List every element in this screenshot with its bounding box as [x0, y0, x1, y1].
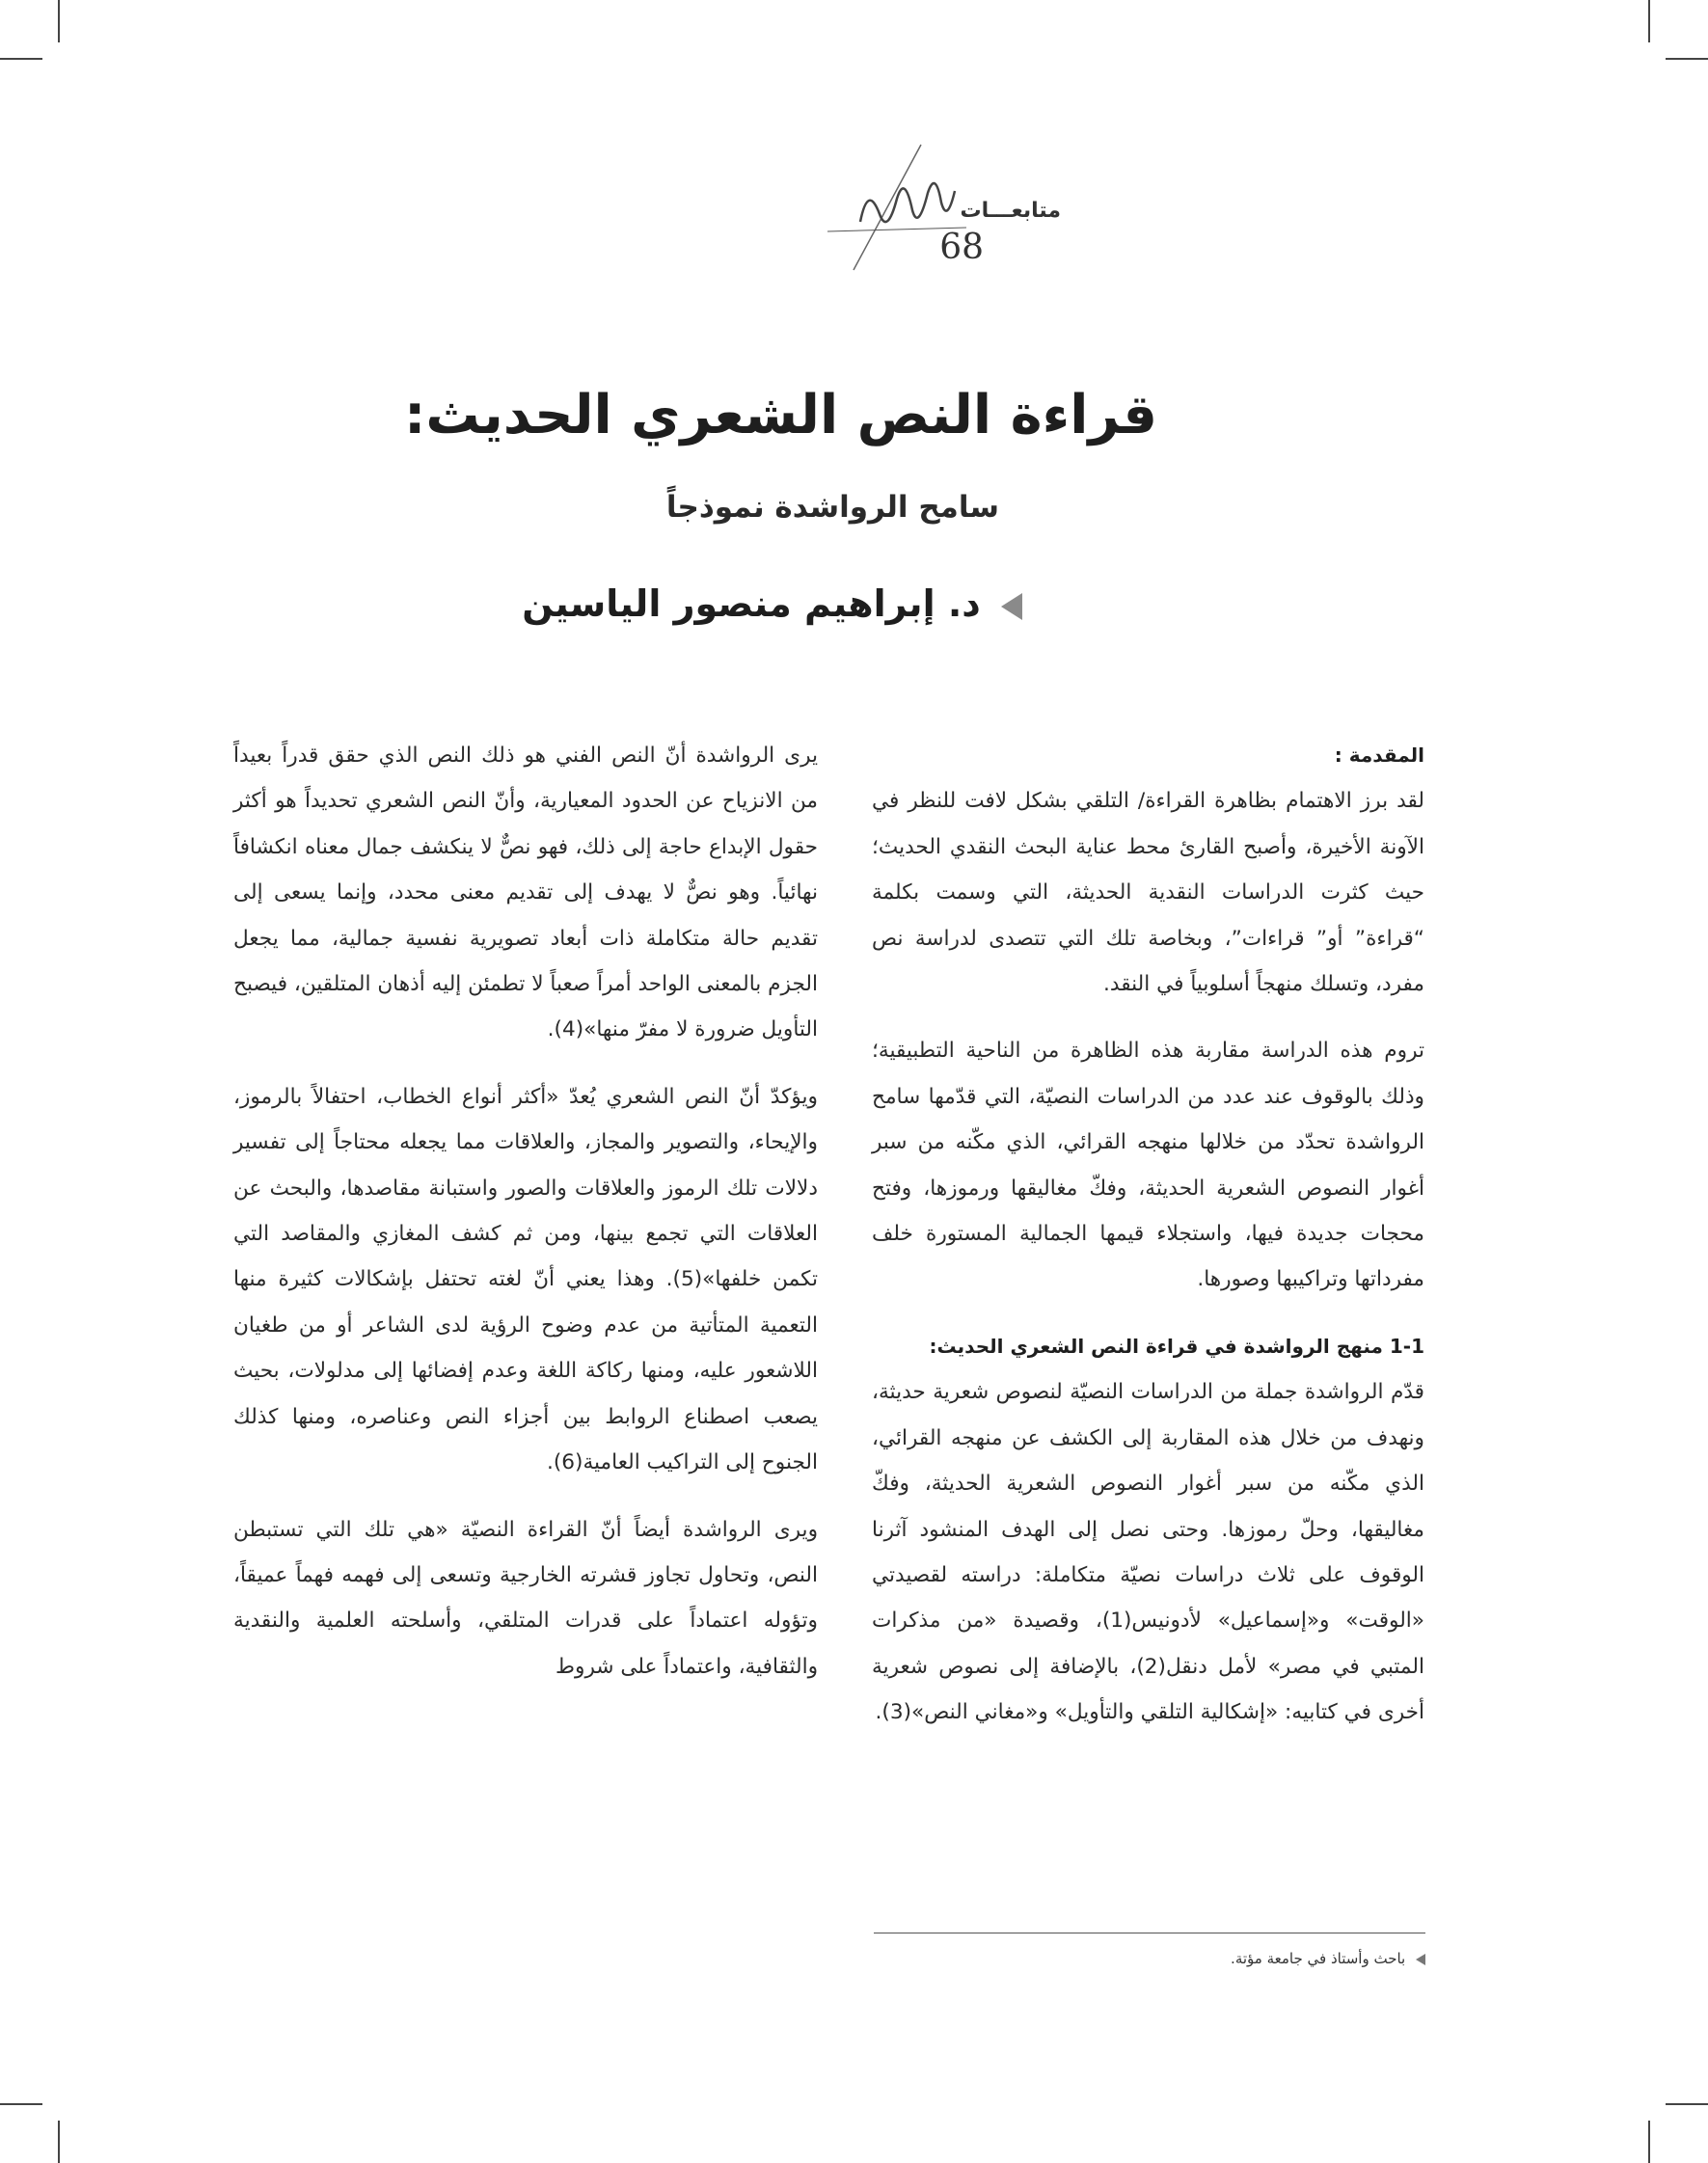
footnote [874, 1950, 1425, 1967]
crop-mark [58, 2121, 60, 2163]
section-label: متابعـــات [960, 199, 1061, 223]
article-title: قراءة النص الشعري الحديث: [404, 384, 1157, 446]
crop-mark [1648, 2121, 1650, 2163]
paragraph: تروم هذه الدراسة مقاربة هذه الظاهرة من الناحية التطبيقية؛ وذلك بالوقوف عند عدد من الدراسات النصيّة، التي قدّمها سامح الرواشدة تحدّد من خلالها منهجه القرائي، الذي مكّنه من سبر أغوار النصوص الشعرية الحديثة، وفكّ مغاليقها ورموزها، وفتح محجات جديدة فيها، واستجلاء قيمها الجمالية المستورة خلف مفرداتها وتراكيبها وصورها. [872, 1039, 1424, 1292]
author-name: د. إبراهيم منصور الياسين [522, 582, 981, 625]
paragraph: ويرى الرواشدة أيضاً أنّ القراءة النصيّة «هي تلك التي تستبطن النص، وتحاول تجاوز قشرته الخارجية وتسعى إلى فهمه فهماً عميقاً، وتؤوله اعتماداً على قدرات المتلقي، وأسلحته العلمية والنقدية والثقافية، واعتماداً على شروط [233, 1517, 818, 1679]
crop-mark [58, 0, 60, 42]
right-column [872, 733, 1424, 1736]
article-subtitle: سامح الرواشدة نموذجاً [665, 490, 999, 525]
paragraph: قدّم الرواشدة جملة من الدراسات النصيّة لنصوص شعرية حديثة، ونهدف من خلال هذه المقاربة إلى الكشف عن منهجه القرائي، الذي مكّنه من سبر أغوار النصوص الشعرية الحديثة، وفكّ مغاليقها، وحلّ رموزها. وحتى نصل إلى الهدف المنشود آثرنا الوقوف على ثلاث دراسات نصيّة متكاملة: دراسته لقصيدتي «الوقت» و«إسماعيل» لأدونيس(1)، وقصيدة «من مذكرات المتبي في مصر» لأمل دنقل(2)، بالإضافة إلى نصوص شعرية أخرى في كتابيه: «إشكالية التلقي والتأويل» و«مغاني النص»(3). [872, 1380, 1424, 1725]
crop-mark [1666, 58, 1708, 60]
crop-mark [0, 58, 42, 60]
author-line [289, 582, 1022, 625]
triangle-bullet-icon [1416, 1954, 1425, 1965]
crop-mark [1648, 0, 1650, 42]
footnote-text: باحث وأستاذ في جامعة مؤتة. [1231, 1950, 1406, 1967]
page-header [714, 135, 1061, 280]
left-column [233, 733, 818, 1690]
section-heading: 1-1 منهج الرواشدة في قراءة النص الشعري الحديث: [929, 1334, 1424, 1358]
paragraph: يرى الرواشدة أنّ النص الفني هو ذلك النص الذي حقق قدراً بعيداً من الانزياح عن الحدود المعيارية، وأنّ النص الشعري تحديداً هو أكثر حقول الإبداع حاجة إلى ذلك، فهو نصٌّ لا ينكشف جمال معناه انكشافاً نهائياً. وهو نصٌّ لا يهدف إلى تقديم معنى محدد، وإنما يسعى إلى تقديم حالة متكاملة ذات أبعاد تصويرية نفسية جمالية، مما يجعل الجزم بالمعنى الواحد أمراً صعباً لا تطمئن إليه أذهان المتلقين، فيصبح التأويل ضرورة لا مفرّ منها»(4). [233, 744, 818, 1042]
crop-mark [1666, 2103, 1708, 2105]
page-number: 68 [939, 228, 984, 267]
crop-mark [0, 2103, 42, 2105]
triangle-bullet-icon [1001, 593, 1022, 620]
paragraph: ويؤكدّ أنّ النص الشعري يُعدّ «أكثر أنواع الخطاب، احتفالاً بالرموز، والإيحاء، والتصوير والمجاز، والعلاقات مما يجعله محتاجاً إلى تفسير دلالات تلك الرموز والعلاقات والصور واستبانة مقاصدها، والبحث عن العلاقات التي تجمع بينها، ومن ثم كشف المغازي والمقاصد التي تكمن خلفها»(5). وهذا يعني أنّ لغته تحتفل بإشكالات كثيرة منها التعمية المتأتية من عدم وضوح الرؤية لدى الشاعر أو من طغيان اللاشعور عليه، ومنها ركاكة اللغة وعدم إفضائها إلى مدلولات، بحيث يصعب اصطناع الروابط بين أجزاء النص وعناصره، ومنها كذلك الجنوح إلى التراكيب العامية(6). [233, 1084, 819, 1475]
paragraph: لقد برز الاهتمام بظاهرة القراءة/ التلقي بشكل لافت للنظر في الآونة الأخيرة، وأصبح القارئ محط عناية البحث النقدي الحديث؛ حيث كثرت الدراسات النقدية الحديثة، التي وسمت بكلمة “قراءة” أو” قراءات”، وبخاصة تلك التي تتصدى لدراسة نص مفرد، وتسلك منهجاً أسلوبياً في النقد. [872, 789, 1424, 997]
intro-heading: المقدمة : [1334, 744, 1424, 767]
